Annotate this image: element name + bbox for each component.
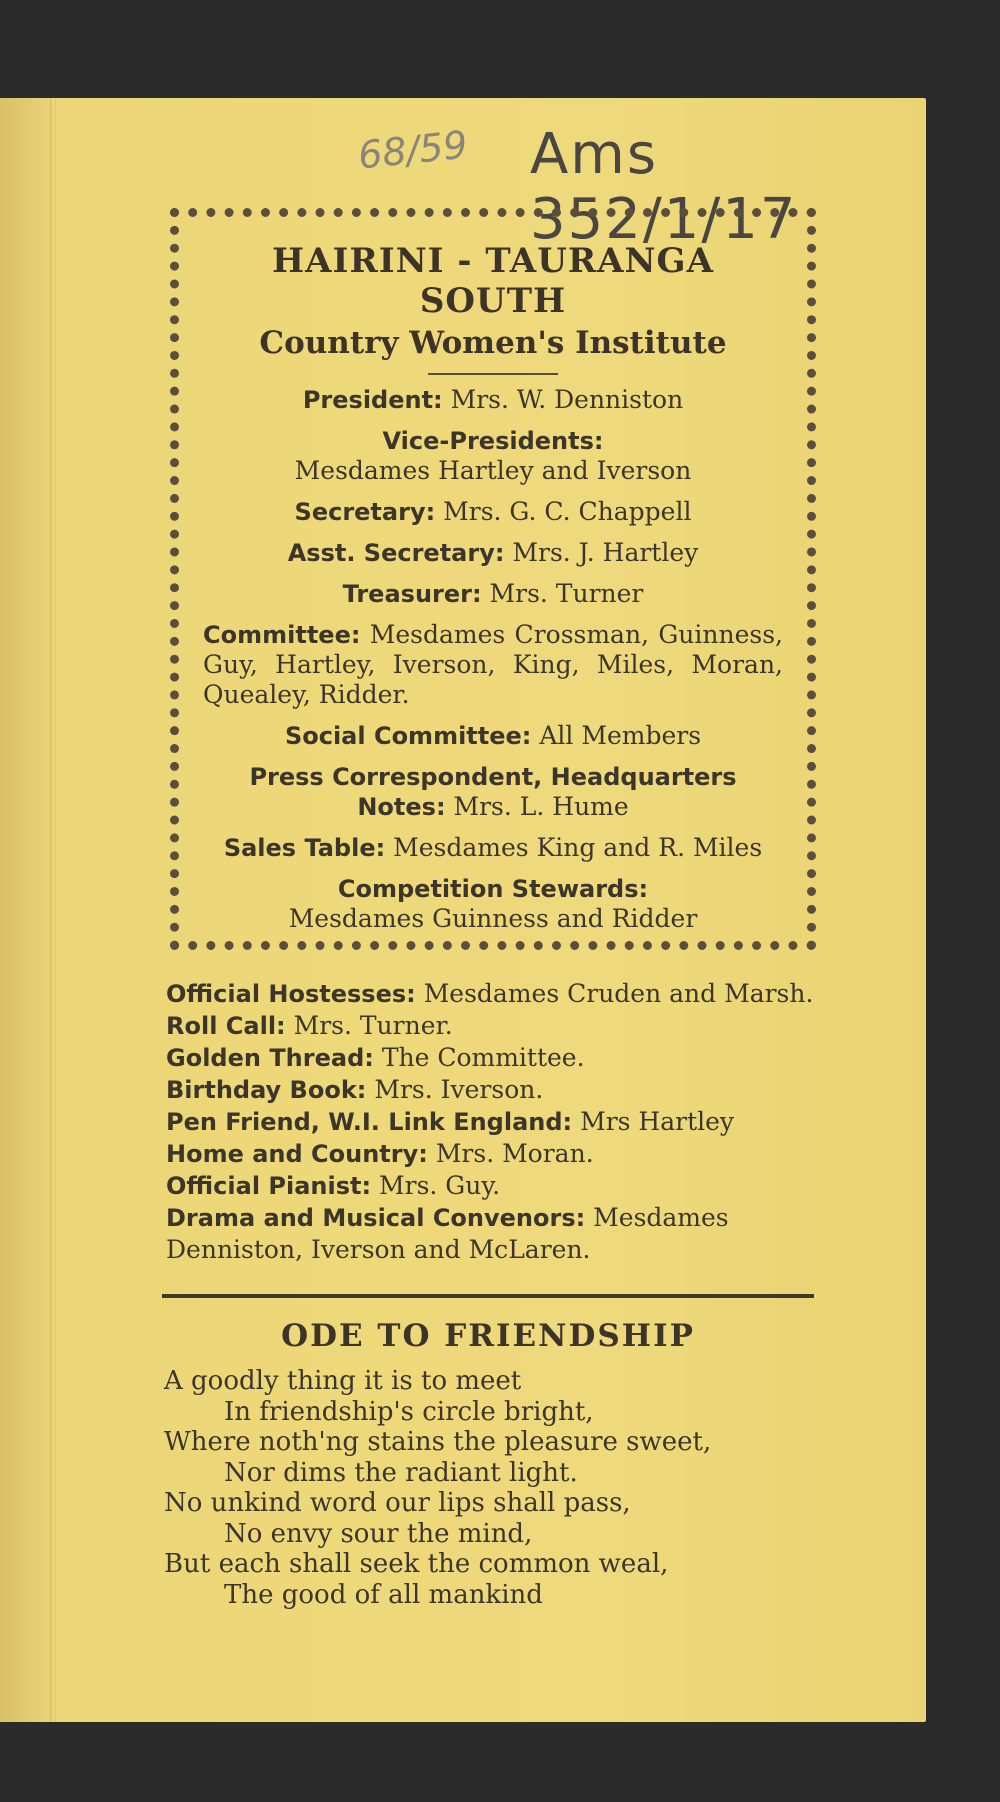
role-pen-friend bbox=[166, 1106, 816, 1138]
poem-line: The good of all mankind bbox=[224, 1579, 543, 1610]
role-value: Mrs. Guy. bbox=[379, 1171, 501, 1200]
officer-sales-table bbox=[203, 833, 783, 863]
role-value: Mrs. Turner. bbox=[293, 1011, 453, 1040]
roles-list bbox=[166, 978, 816, 1265]
officer-committee bbox=[203, 620, 783, 710]
officer-secretary bbox=[203, 497, 783, 527]
officers-box bbox=[170, 208, 816, 950]
ode-title: ODE TO FRIENDSHIP bbox=[281, 1318, 695, 1354]
institute-title: HAIRINI - TAURANGA SOUTH bbox=[272, 241, 714, 321]
poem-line: No envy sour the mind, bbox=[224, 1518, 533, 1549]
role-label: Home and Country: bbox=[166, 1140, 428, 1168]
role-label: Pen Friend, W.I. Link England: bbox=[166, 1108, 573, 1136]
role-official-hostesses bbox=[166, 978, 816, 1010]
card-fold bbox=[50, 98, 56, 1722]
ode-poem bbox=[164, 1366, 814, 1610]
poem-line: A goodly thing it is to meet bbox=[164, 1366, 522, 1396]
officer-label: Asst. Secretary: bbox=[287, 539, 505, 567]
role-value: Mrs. Iverson. bbox=[374, 1075, 544, 1104]
officer-president bbox=[203, 385, 783, 415]
officer-label: Vice-Presidents: bbox=[382, 427, 604, 455]
officer-social-committee bbox=[203, 721, 783, 751]
role-label: Official Hostesses: bbox=[166, 980, 416, 1008]
poem-line: But each shall seek the common weal, bbox=[164, 1549, 669, 1579]
role-value: The Committee. bbox=[381, 1043, 585, 1072]
poem-line: Where noth'ng stains the pleasure sweet, bbox=[164, 1427, 712, 1457]
role-birthday-book bbox=[166, 1074, 816, 1106]
officer-value: Mrs. G. C. Chappell bbox=[443, 497, 692, 526]
poem-line: In friendship's circle bright, bbox=[224, 1396, 594, 1427]
officer-value: Mrs. W. Denniston bbox=[450, 385, 684, 414]
officer-press-correspondent bbox=[203, 762, 783, 822]
officer-value: Mesdames Guinness and Ridder bbox=[288, 904, 698, 933]
title-rule bbox=[428, 373, 558, 375]
officer-value: Mesdames King and R. Miles bbox=[393, 833, 763, 862]
officer-label: Treasurer: bbox=[342, 580, 482, 608]
role-golden-thread bbox=[166, 1042, 816, 1074]
role-value: Mesdames Denniston, Iverson and McLaren. bbox=[166, 1203, 729, 1264]
officer-treasurer bbox=[203, 579, 783, 609]
role-label: Official Pianist: bbox=[166, 1172, 372, 1200]
officer-asst-secretary bbox=[203, 538, 783, 568]
officer-label: Competition Stewards: bbox=[337, 875, 649, 903]
role-label: Birthday Book: bbox=[166, 1076, 367, 1104]
officer-value: All Members bbox=[539, 721, 702, 750]
officer-label: President: bbox=[302, 386, 443, 414]
folded-back-panel bbox=[0, 98, 50, 1722]
role-official-pianist bbox=[166, 1170, 816, 1202]
officer-label: Sales Table: bbox=[223, 834, 386, 862]
archive-reference bbox=[350, 110, 910, 252]
role-drama-musical-convenors bbox=[166, 1202, 816, 1265]
role-home-and-country bbox=[166, 1138, 816, 1170]
role-value: Mrs. Moran. bbox=[435, 1139, 594, 1168]
officer-value: Mrs. L. Hume bbox=[453, 792, 629, 821]
officer-label: Committee: bbox=[203, 621, 361, 649]
section-divider bbox=[162, 1294, 814, 1298]
officer-competition-stewards bbox=[203, 874, 783, 934]
institute-subtitle: Country Women's Institute bbox=[259, 325, 727, 361]
officer-label: Press Correspondent, Headquarters Notes: bbox=[249, 763, 737, 821]
role-value: Mesdames Cruden and Marsh. bbox=[423, 979, 814, 1008]
officer-label: Social Committee: bbox=[284, 722, 532, 750]
officer-label: Secretary: bbox=[294, 498, 436, 526]
role-roll-call bbox=[166, 1010, 816, 1042]
archive-reference-number: Ams 352/1/17 bbox=[530, 122, 798, 252]
role-label: Roll Call: bbox=[166, 1012, 286, 1040]
officer-value: Mrs. J. Hartley bbox=[512, 538, 699, 567]
role-label: Drama and Musical Convenors: bbox=[166, 1204, 586, 1232]
officer-value: Mesdames Crossman, Guinness, Guy, Hartley, Iverson, King, Miles, Moran, Quealey, Ridder. bbox=[203, 620, 783, 709]
officer-value: Mrs. Turner bbox=[489, 579, 644, 608]
old-reference-number: 68/59 bbox=[356, 122, 470, 178]
poem-line: Nor dims the radiant light. bbox=[224, 1457, 578, 1488]
role-value: Mrs Hartley bbox=[580, 1107, 735, 1136]
officer-vice-presidents bbox=[203, 426, 783, 486]
officer-value: Mesdames Hartley and Iverson bbox=[294, 456, 692, 485]
poem-line: No unkind word our lips shall pass, bbox=[164, 1488, 631, 1518]
role-label: Golden Thread: bbox=[166, 1044, 374, 1072]
